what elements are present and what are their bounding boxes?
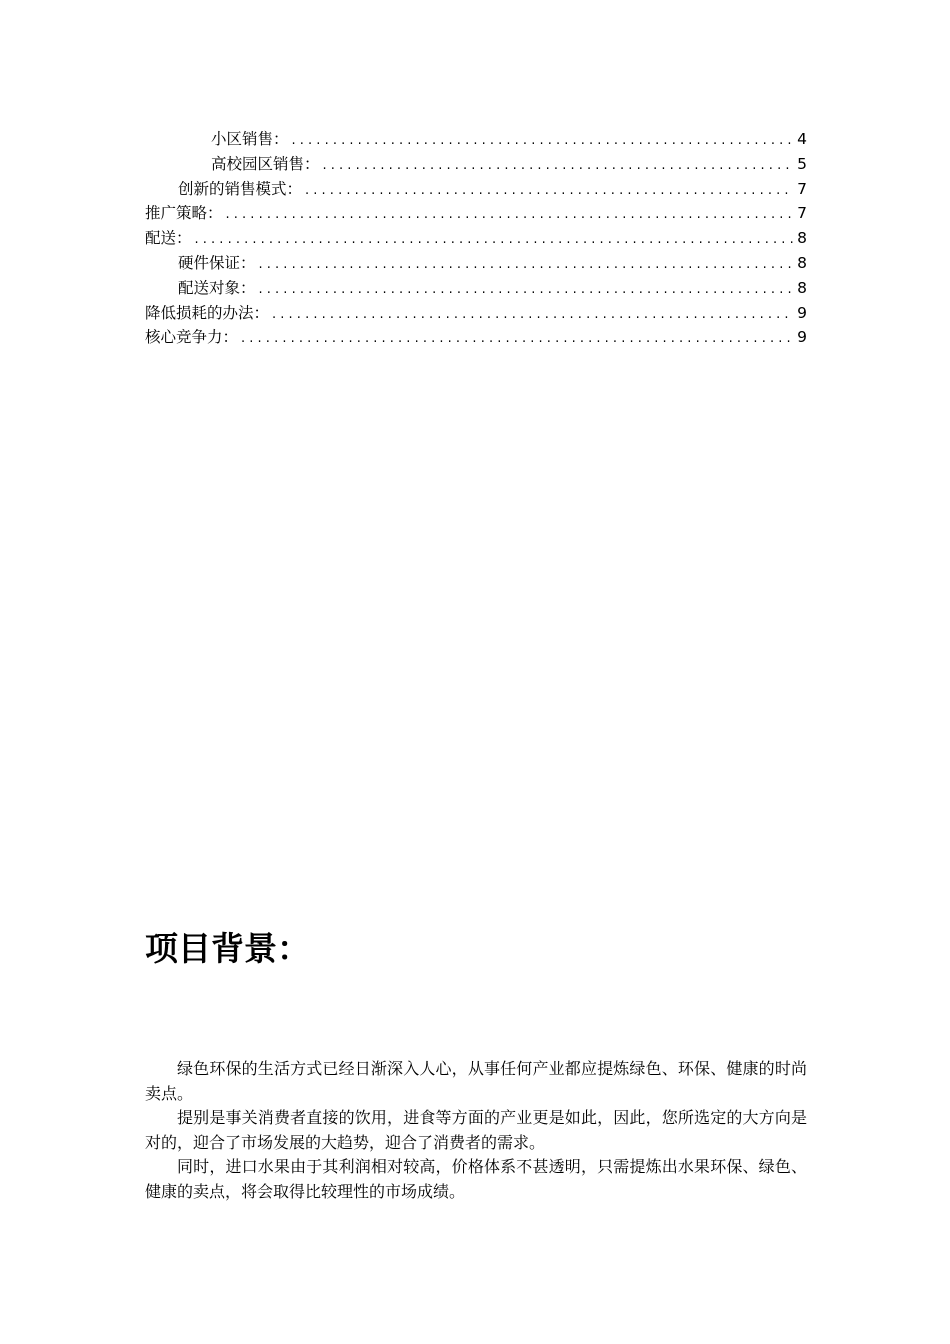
toc-entry-label: 配送对象： [178,278,256,297]
toc-entry-label: 小区销售： [211,130,289,148]
toc-entry-page: 7 [797,204,807,223]
toc-entry[interactable] [145,201,807,226]
toc-entry[interactable] [145,325,807,350]
toc-entry[interactable] [145,251,807,276]
toc-leader-dots [272,303,794,328]
toc-entry-page: 8 [797,253,807,272]
toc-entry-label: 硬件保证： [178,253,256,272]
toc-entry-label: 核心竞争力： [145,328,239,347]
toc-leader-dots [241,327,794,352]
body-paragraph: 提别是事关消费者直接的饮用，进食等方面的产业更是如此，因此，您所选定的大方向是对的，迎合了市场发展的大趋势，迎合了消费者的需求。 [145,1108,807,1152]
toc-leader-dots [195,228,795,253]
toc-entry[interactable] [145,152,807,177]
toc-entry-label: 高校园区销售： [211,154,320,173]
table-of-contents [145,127,807,350]
toc-leader-dots [259,278,795,303]
toc-leader-dots [259,253,795,278]
toc-leader-dots [323,154,795,179]
toc-entry[interactable] [145,276,807,301]
body-paragraph: 同时，进口水果由于其利润相对较高，价格体系不甚透明，只需提炼出水果环保、绿色、健康的卖点，将会取得比较理性的市场成绩。 [145,1157,807,1201]
toc-leader-dots [305,179,794,204]
toc-leader-dots [226,203,795,228]
toc-entry-label: 配送： [145,229,192,248]
toc-entry-page: 8 [797,278,807,297]
toc-entry-label: 降低损耗的办法： [145,303,270,322]
body-paragraph: 绿色环保的生活方式已经日渐深入人心，从事任何产业都应提炼绿色、环保、健康的时尚卖点。 [145,1059,807,1103]
toc-entry[interactable] [145,127,807,152]
toc-entry-page: 9 [797,328,807,347]
toc-entry-page: 4 [797,130,807,148]
toc-entry-page: 5 [797,154,807,173]
toc-entry[interactable] [145,226,807,251]
toc-entry-page: 8 [797,229,807,248]
toc-entry-page: 7 [797,179,807,198]
section-body [145,1057,807,1204]
section-heading: 项目背景： [145,929,310,968]
toc-entry[interactable] [145,177,807,202]
toc-entry-page: 9 [797,303,807,322]
toc-entry-label: 创新的销售模式： [178,179,303,198]
toc-leader-dots [292,129,795,154]
toc-entry[interactable] [145,301,807,326]
toc-entry-label: 推广策略： [145,204,223,223]
